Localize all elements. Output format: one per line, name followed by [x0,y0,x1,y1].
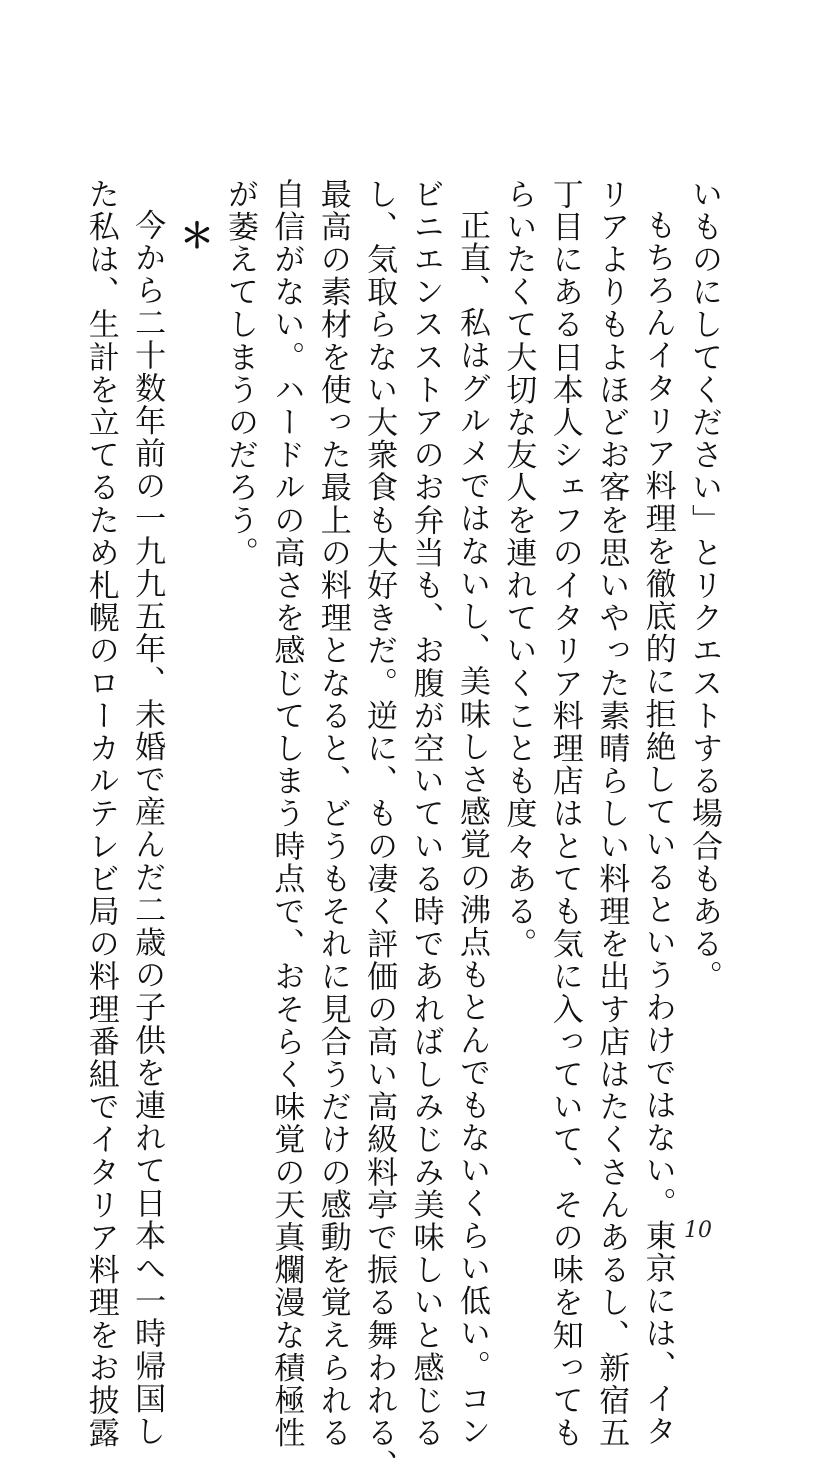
text-line: 今から二十数年前の一九九五年、未婚で産んだ二歳の子供を連れて日本へ一時帰国し [129,209,166,1448]
text-line: リアよりもよほどお客を思いやった素晴らしい料理を出す店はたくさんあるし、新宿五 [593,178,630,1450]
text-line: が萎えてしまうのだろう。 [221,178,258,570]
text-line: 正直、私はグルメではないし、美味しさ感覚の沸点もとんでもないくらい低い。コン [453,209,490,1448]
text-line: 自信がない。ハードルの高さを感じてしまう時点で、おそらく味覚の天真爛漫な積極性 [268,178,305,1450]
text-line: ビニエンスストアのお弁当も、お腹が空いている時であればしみじみ美味しいと感じる [407,178,444,1450]
section-separator-asterisk: ＊ [173,218,214,254]
text-line: らいたくて大切な友人を連れていくことも度々ある。 [500,178,537,961]
page-number: 10 [684,1218,712,1243]
text-line: 丁目にある日本人シェフのイタリア料理店はとても気に入っていて、その味を知っても [546,178,583,1450]
text-line: し、気取らない大衆食も大好きだ。逆に、もの凄く評価の高い高級料亭で振る舞われる、 [361,178,398,1482]
text-line: た私は、生計を立てるため札幌のローカルテレビ局の料理番組でイタリア料理をお披露 [82,178,119,1450]
text-line: いものにしてください」とリクエストする場合もある。 [686,178,722,993]
text-line: もちろんイタリア料理を徹底的に拒絶しているというわけではない。東京には、イタ [639,209,676,1448]
text-line: 最高の素材を使った最上の料理となると、どうもそれに見合うだけの感動を覚えられる [314,178,351,1450]
